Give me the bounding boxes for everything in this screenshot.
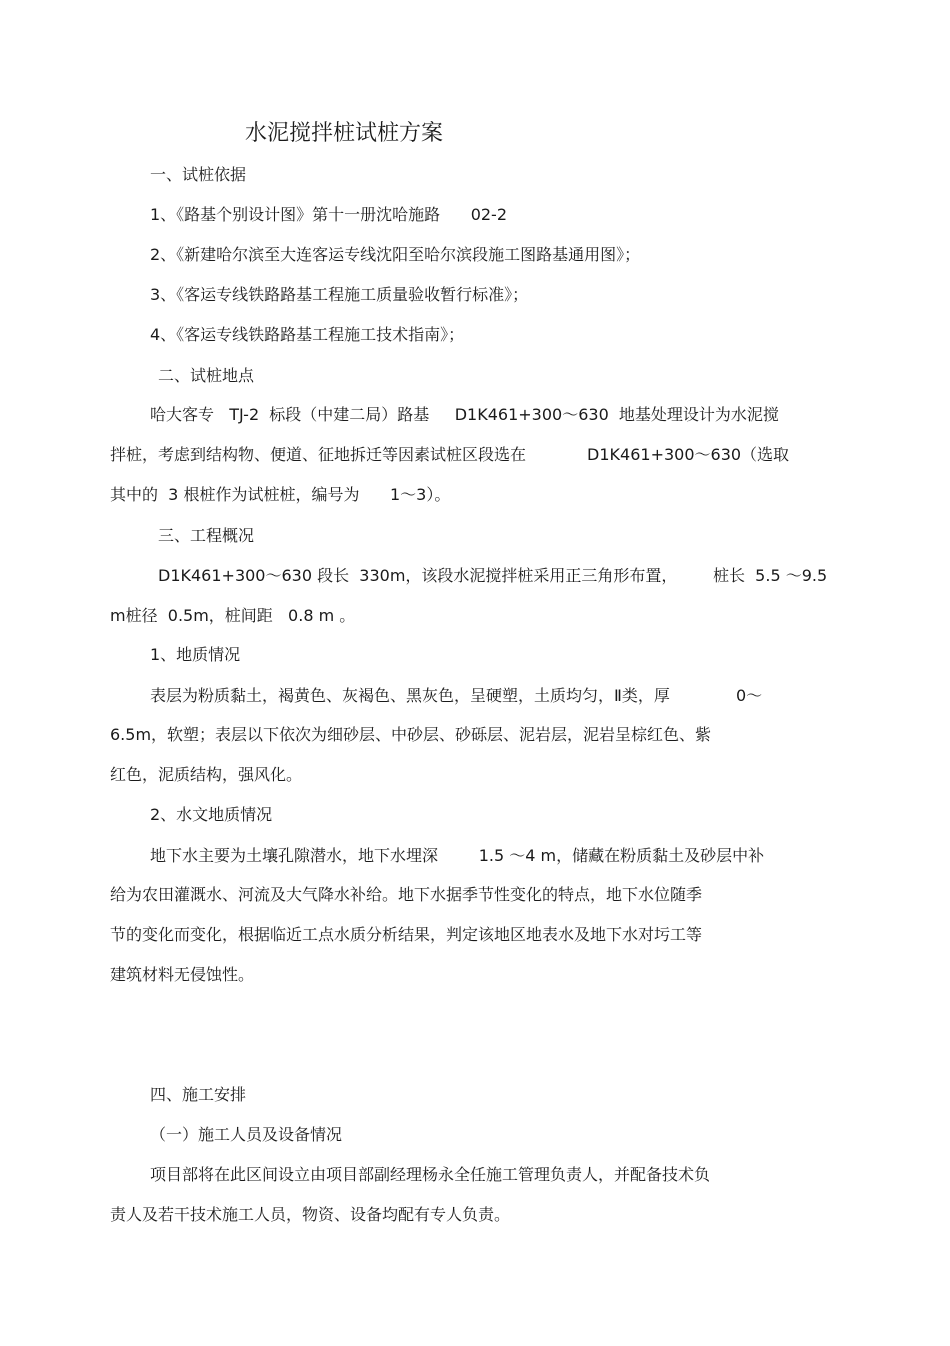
paragraph-line: D1K461+300～630 段长 330m，该段水泥搅拌桩采用正三角形布置， 桩长 5.5 ～9.5 [158,566,828,585]
paragraph-line: 责人及若干技术施工人员，物资、设备均配有专人负责。 [110,1205,511,1224]
section-heading: 四、施工安排 [150,1085,247,1104]
paragraph-line: 表层为粉质黏土，褐黄色、灰褐色、黑灰色，呈硬塑，土质均匀，Ⅱ类，厚 0～ [150,686,763,705]
paragraph-line: 拌桩，考虑到结构物、便道、征地拆迁等因素试桩区段选在 D1K461+300～630（选取 [110,445,790,464]
paragraph-line: 给为农田灌溉水、河流及大气降水补给。地下水据季节性变化的特点，地下水位随季 [110,885,703,904]
reference-item: 2、《新建哈尔滨至大连客运专线沈阳至哈尔滨段施工图路基通用图》； [150,245,641,264]
reference-item: 3、《客运专线铁路路基工程施工质量验收暂行标准》； [150,285,529,304]
reference-item: 4、《客运专线铁路路基工程施工技术指南》； [150,325,465,344]
paragraph-line: 其中的 3 根桩作为试桩桩，编号为 1～3）。 [110,485,451,504]
paragraph-line: 节的变化而变化，根据临近工点水质分析结果，判定该地区地表水及地下水对圬工等 [110,925,703,944]
paragraph-line: 建筑材料无侵蚀性。 [110,965,255,984]
paragraph-line: 红色，泥质结构，强风化。 [110,765,303,784]
paragraph-line: 哈大客专 TJ-2 标段（中建二局）路基 D1K461+300～630 地基处理设计为水泥搅 [150,405,779,424]
paragraph-line: 地下水主要为土壤孔隙潜水，地下水埋深 1.5 ～4 m，储藏在粉质黏土及砂层中补 [150,846,765,865]
paragraph-line: 项目部将在此区间设立由项目部副经理杨永全任施工管理负责人，并配备技术负 [150,1165,711,1184]
reference-item: 1、《路基个别设计图》第十一册沈哈施路 02-2 [150,205,508,224]
subsection-heading: 2、水文地质情况 [150,805,273,824]
document-title: 水泥搅拌桩试桩方案 [245,121,444,146]
section-heading: 一、试桩依据 [150,165,247,184]
section-heading: 三、工程概况 [158,526,255,545]
subsection-heading: （一）施工人员及设备情况 [150,1125,343,1144]
paragraph-line: m桩径 0.5m，桩间距 0.8 m 。 [110,606,356,625]
paragraph-line: 6.5m，软塑；表层以下依次为细砂层、中砂层、砂砾层、泥岩层，泥岩呈棕红色、紫 [110,725,712,744]
section-heading: 二、试桩地点 [158,366,255,385]
subsection-heading: 1、地质情况 [150,645,241,664]
